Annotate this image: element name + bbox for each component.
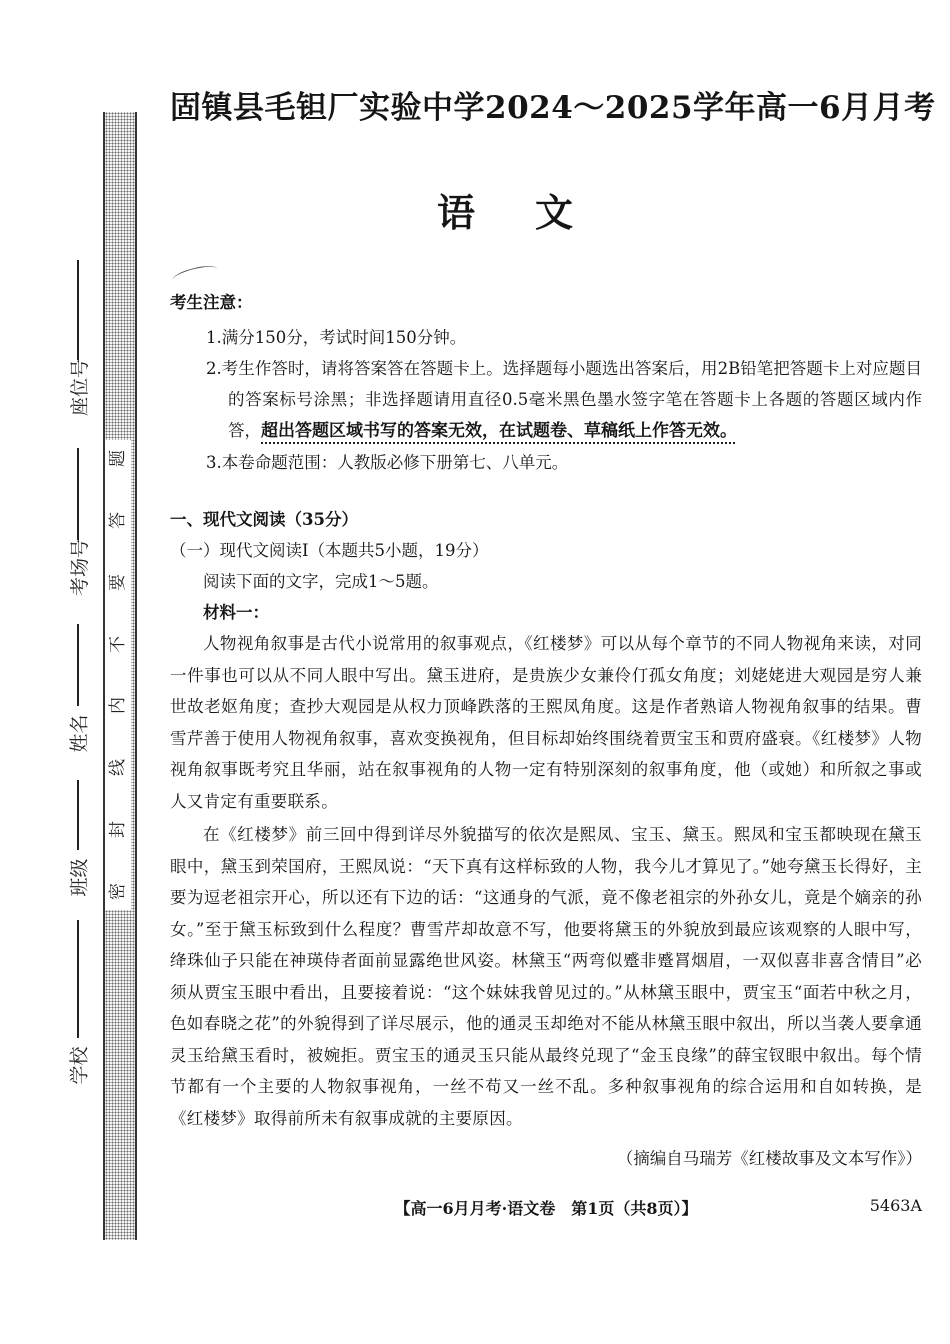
seat-number-line bbox=[77, 260, 79, 360]
section-subheading: （一）现代文阅读Ⅰ（本题共5小题，19分） bbox=[170, 541, 489, 560]
binding-char: 要 bbox=[107, 573, 128, 591]
material-source: （摘编自马瑞芳《红楼故事及文本写作》） bbox=[616, 1149, 922, 1168]
material-paragraph-1: 人物视角叙事是古代小说常用的叙事观点，《红楼梦》可以从每个章节的不同人物视角来读，对同一件事也可以从不同人眼中写出。黛玉进府，是贵族少女兼伶仃孤女角度；刘姥姥进大观园是穷人兼世故老妪角度；查抄大观园是从权力顶峰跌落的王熙凤角度。这是作者熟谙人物视角叙事的结果。曹雪芹善于使用人物视角叙事，喜欢变换视角，但目标却始终围绕着贾宝玉和贾府盛衰。《红楼梦》人物视角叙事既考究且华丽，站在叙事视角的人物一定有特别深刻的叙事角度，他（或她）和所叙之事或人又肯定有重要联系。 bbox=[170, 634, 922, 811]
school-label: 学校 bbox=[68, 1046, 91, 1085]
section-heading: 一、现代文阅读（35分） bbox=[170, 510, 358, 529]
seat-number-label: 座位号 bbox=[68, 358, 91, 417]
name-field bbox=[60, 624, 96, 761]
exam-content bbox=[170, 290, 922, 1174]
exam-room-label: 考场号 bbox=[68, 538, 91, 597]
exam-room-field bbox=[60, 448, 96, 595]
binding-warning bbox=[105, 440, 131, 910]
class-label: 班级 bbox=[68, 858, 91, 897]
page-footer bbox=[170, 1196, 922, 1226]
pen-mark bbox=[171, 263, 219, 287]
notice-item-2-emphasis: 超出答题区域书写的答案无效，在试题卷、草稿纸上作答无效。 bbox=[261, 421, 737, 441]
class-line bbox=[77, 780, 79, 850]
reading-instruction: 阅读下面的文字，完成1～5题。 bbox=[203, 572, 439, 591]
binding-char: 内 bbox=[107, 697, 128, 715]
binding-char: 题 bbox=[107, 450, 128, 467]
exam-title: 固镇县毛钽厂实验中学2024～2025学年高一6月月考 bbox=[170, 90, 936, 126]
subject-title: 语文 bbox=[436, 190, 633, 235]
seat-number-field bbox=[60, 260, 96, 415]
name-line bbox=[77, 624, 79, 706]
school-line bbox=[77, 920, 79, 1038]
paper-code: 5463A bbox=[869, 1196, 922, 1215]
notice-item-3: 3.本卷命题范围：人教版必修下册第七、八单元。 bbox=[206, 453, 569, 472]
school-field bbox=[60, 920, 96, 1093]
binding-char: 线 bbox=[107, 759, 128, 777]
binding-char: 密 bbox=[107, 882, 128, 900]
notice-item-2-text: 2.考生作答时，请将答案答在答题卡上。选择题每小题选出答案后，用2B铅笔把答题卡上对应题目的答案标号涂黑；非选择题请用直径0.5毫米黑色墨水签字笔在答题卡上各题的答题区域内作答， bbox=[206, 359, 922, 440]
name-label: 姓名 bbox=[68, 714, 91, 753]
material-label: 材料一： bbox=[203, 603, 269, 622]
footer-label: 【高一6月月考·语文卷 第1页（共8页）】 bbox=[394, 1199, 698, 1218]
notice-heading: 考生注意： bbox=[170, 293, 253, 312]
binding-char: 封 bbox=[107, 821, 128, 839]
binding-char: 不 bbox=[107, 635, 128, 653]
material-paragraph-2: 在《红楼梦》前三回中得到详尽外貌描写的依次是熙凤、宝玉、黛玉。熙凤和宝玉都映现在黛玉眼中，黛玉到荣国府，王熙凤说：“天下真有这样标致的人物，我今儿才算见了。”她夸黛玉长得好，主要为逗老祖宗开心，所以还有下边的话：“这通身的气派，竟不像老祖宗的外孙女儿，竟是个嫡亲的孙女。”至于黛玉标致到什么程度？曹雪芹却故意不写，他要将黛玉的外貌放到最应该观察的人眼中写，绛珠仙子只能在神瑛侍者面前显露绝世风姿。林黛玉“两弯似蹙非蹙罥烟眉，一双似喜非喜含情目”必须从贾宝玉眼中看出，且要接着说：“这个妹妹我曾见过的。”从林黛玉眼中，贾宝玉“面若中秋之月，色如春晓之花”的外貌得到了详尽展示，他的通灵玉却绝对不能从林黛玉眼中叙出，所以当袭人要拿通灵玉给黛玉看时，被婉拒。贾宝玉的通灵玉只能从最终兑现了“金玉良缘”的薛宝钗眼中叙出。每个情节都有一个主要的人物叙事视角，一丝不苟又一丝不乱。多种叙事视角的综合运用和自如转换，是《红楼梦》取得前所未有叙事成就的主要原因。 bbox=[170, 825, 922, 1128]
notice-item-2 bbox=[170, 353, 922, 447]
class-field bbox=[60, 780, 96, 905]
binding-char: 答 bbox=[107, 511, 128, 529]
exam-room-line bbox=[77, 448, 79, 540]
notice-item-1: 1.满分150分，考试时间150分钟。 bbox=[206, 328, 467, 347]
